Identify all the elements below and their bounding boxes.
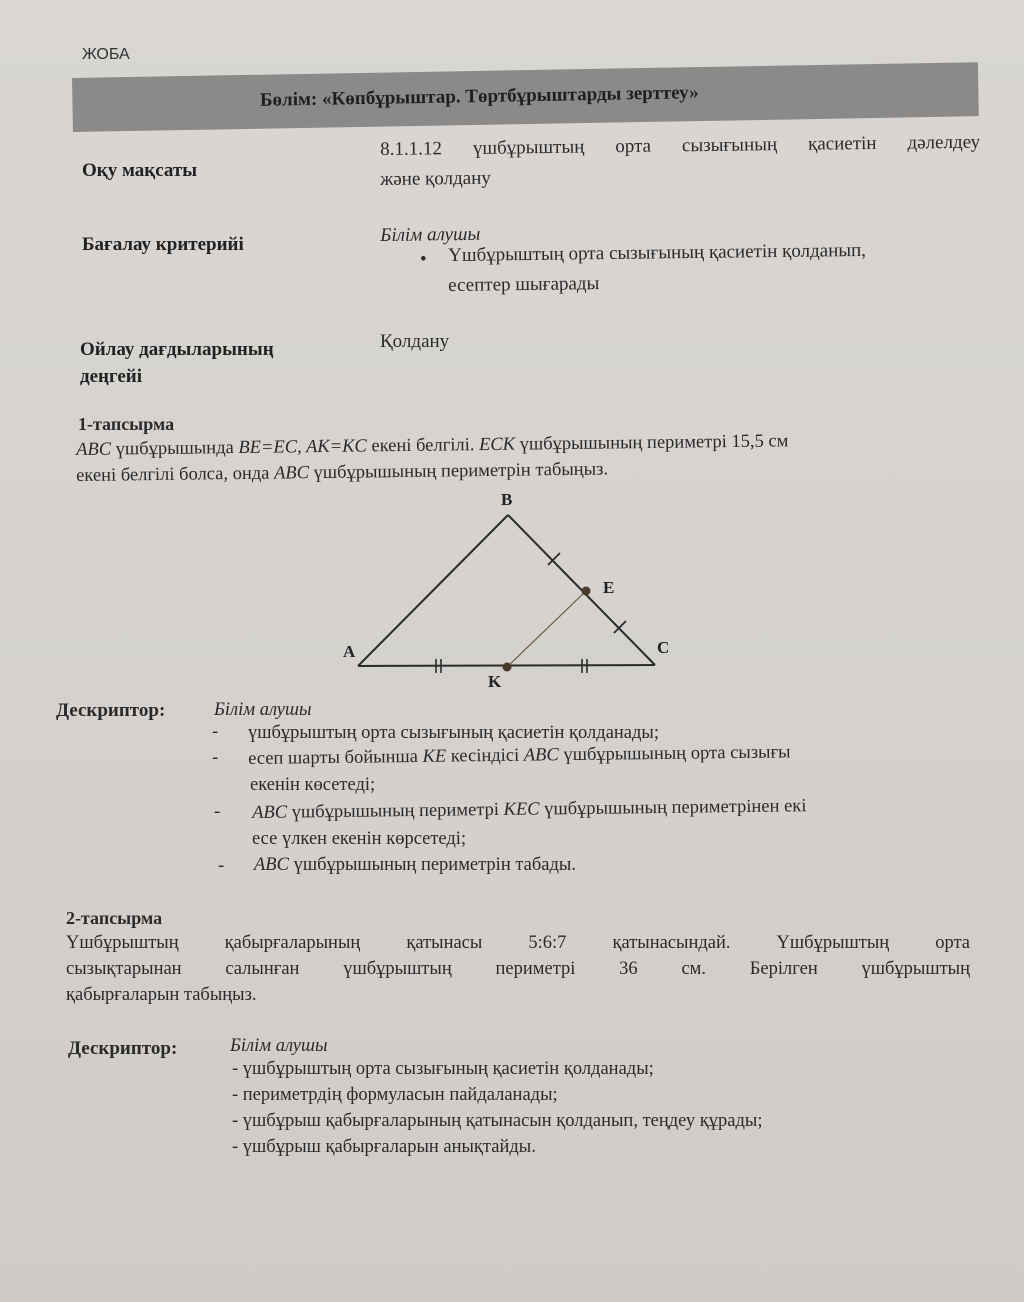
descriptor-1-item-4: ABC үшбұрышының периметрін табады. xyxy=(254,855,576,875)
descriptor-1-item-2-cont: екенін көсетеді; xyxy=(250,775,376,795)
task1-title: 1-тапсырма xyxy=(78,414,175,434)
triangle-figure xyxy=(330,485,690,695)
goal-line-2: және қолдану xyxy=(380,167,491,190)
descriptor-1-dash-1: - xyxy=(212,722,219,742)
goal-line-1: 8.1.1.12 үшбұрыштың орта сызығының қасиетін дәлелдеу xyxy=(380,131,981,160)
descriptor-1-item-1: үшбұрыштың орта сызығының қасиетін қолданады; xyxy=(248,723,659,743)
criteria-line-1: Үшбұрыштың орта сызығының қасиетін қолданып, xyxy=(448,239,867,266)
section-title: Бөлім: «Көпбұрыштар. Төртбұрыштарды зерттеу» xyxy=(259,82,699,111)
label-a: A xyxy=(343,642,356,661)
descriptor-1-dash-4: - xyxy=(218,856,225,876)
descriptor-2-item-3: - үшбұрыш қабырғаларының қатынасын қолданып, теңдеу құрады; xyxy=(232,1111,763,1131)
task2-line-1: Үшбұрыштың қабырғаларының қатынасы 5:6:7 қатынасындай. Үшбұрыштың орта xyxy=(66,933,970,953)
descriptor-1-dash-3: - xyxy=(214,802,221,822)
descriptor-2-item-1: - үшбұрыштың орта сызығының қасиетін қолданады; xyxy=(232,1059,654,1079)
point-e xyxy=(582,587,591,596)
label-e: E xyxy=(603,578,615,597)
criteria-line-2: есептер шығарады xyxy=(448,273,600,296)
task1-line-2: екені белгілі болса, онда ABC үшбұрышының периметрін табыңыз. xyxy=(76,459,609,486)
skills-label-line-1: Ойлау дағдыларының xyxy=(80,339,274,360)
descriptor-1-dash-2: - xyxy=(212,748,219,768)
label-c: C xyxy=(657,638,670,657)
label-k: K xyxy=(488,672,502,691)
side-bc xyxy=(508,515,655,665)
task2-line-3: қабырғаларын табыңыз. xyxy=(66,985,257,1005)
descriptor-2-item-2: - периметрдің формуласын пайдаланады; xyxy=(232,1085,558,1105)
side-ab xyxy=(358,515,508,666)
tick-ec xyxy=(614,621,626,633)
skills-label-line-2: деңгейі xyxy=(80,366,143,387)
draft-label: ЖОБА xyxy=(82,46,130,63)
task2-title: 2-тапсырма xyxy=(66,908,163,928)
descriptor-1-label: Дескриптор: xyxy=(56,700,166,721)
task2-line-2: сызықтарынан салынған үшбұрыштың периметрі 36 см. Берілген үшбұрыштың xyxy=(66,959,970,979)
point-k xyxy=(503,663,512,672)
descriptor-1-item-3: ABC үшбұрышының периметрі KEC үшбұрышының периметрінен екі xyxy=(252,796,807,823)
goal-label: Оқу мақсаты xyxy=(82,160,198,181)
criteria-subtitle: Білім алушы xyxy=(380,223,481,246)
descriptor-2-subtitle: Білім алушы xyxy=(230,1036,328,1056)
descriptor-1-item-3-cont: есе үлкен екенін көрсетеді; xyxy=(252,829,467,849)
skills-value: Қолдану xyxy=(380,331,450,352)
criteria-bullet: • xyxy=(420,249,427,270)
descriptor-1-item-2: есеп шарты бойынша KE кесіндісі ABC үшбұрышының орта сызығы xyxy=(248,742,791,769)
label-b: B xyxy=(501,490,513,509)
descriptor-2-label: Дескриптор: xyxy=(68,1038,178,1059)
criteria-label: Бағалау критерийі xyxy=(82,234,244,255)
descriptor-1-subtitle: Білім алушы xyxy=(214,700,312,720)
descriptor-2-item-4: - үшбұрыш қабырғаларын анықтайды. xyxy=(232,1137,536,1157)
task1-line-1: ABC үшбұрышында BE=EC, AK=KC екені белгілі. ECK үшбұрышының периметрі 15,5 см xyxy=(76,431,789,460)
midline-ke xyxy=(507,591,586,667)
